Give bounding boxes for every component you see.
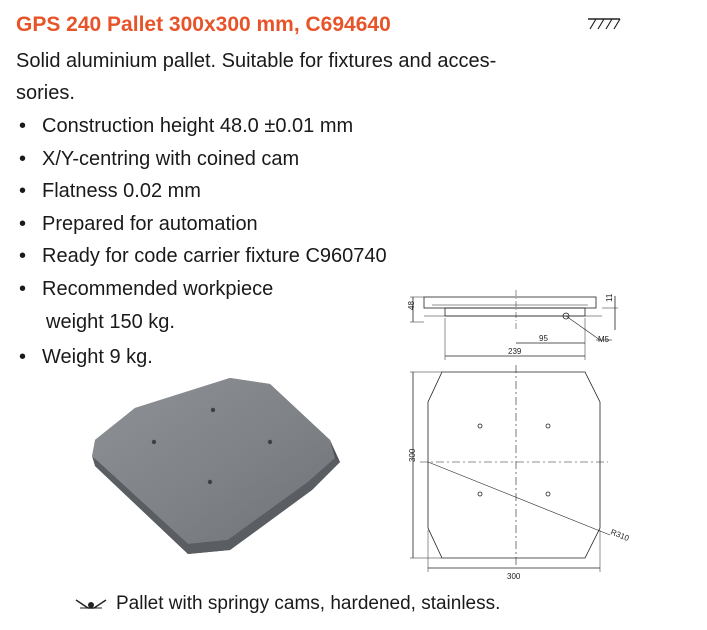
dim-label: 300 (408, 448, 417, 462)
bullet: • (19, 346, 27, 368)
dim-label: 300 (507, 572, 521, 581)
feature-text: Prepared for automation (42, 213, 258, 235)
bullet: • (19, 115, 27, 137)
dim-label: R310 (609, 527, 631, 544)
dim-label: 239 (508, 347, 522, 356)
product-title: GPS 240 Pallet 300x300 mm, C694640 (16, 13, 391, 36)
feature-text: Construction height 48.0 ±0.01 mm (42, 115, 354, 137)
dim-label: M5 (598, 335, 610, 344)
feature-text: X/Y-centring with coined cam (42, 148, 300, 170)
feature-text: Recommended workpiece (42, 278, 274, 300)
description-line: sories. (16, 82, 75, 104)
dim-label: 11 (605, 293, 614, 302)
feature-text: Ready for code carrier fixture C960740 (42, 245, 387, 267)
springy-cam-icon (74, 596, 108, 614)
bullet: • (19, 213, 27, 235)
bullet: • (19, 180, 27, 202)
feature-text: Weight 9 kg. (42, 346, 153, 368)
dim-label: 95 (539, 334, 548, 343)
feature-text: Flatness 0.02 mm (42, 180, 201, 202)
bullet: • (19, 278, 27, 300)
footer-text: Pallet with springy cams, hardened, stainless. (116, 593, 501, 614)
description-line: Solid aluminium pallet. Suitable for fixtures and acces- (16, 50, 497, 72)
feature-text: weight 150 kg. (46, 311, 175, 333)
dim-label: 48 (407, 301, 416, 310)
bullet: • (19, 245, 27, 267)
bullet: • (19, 148, 27, 170)
